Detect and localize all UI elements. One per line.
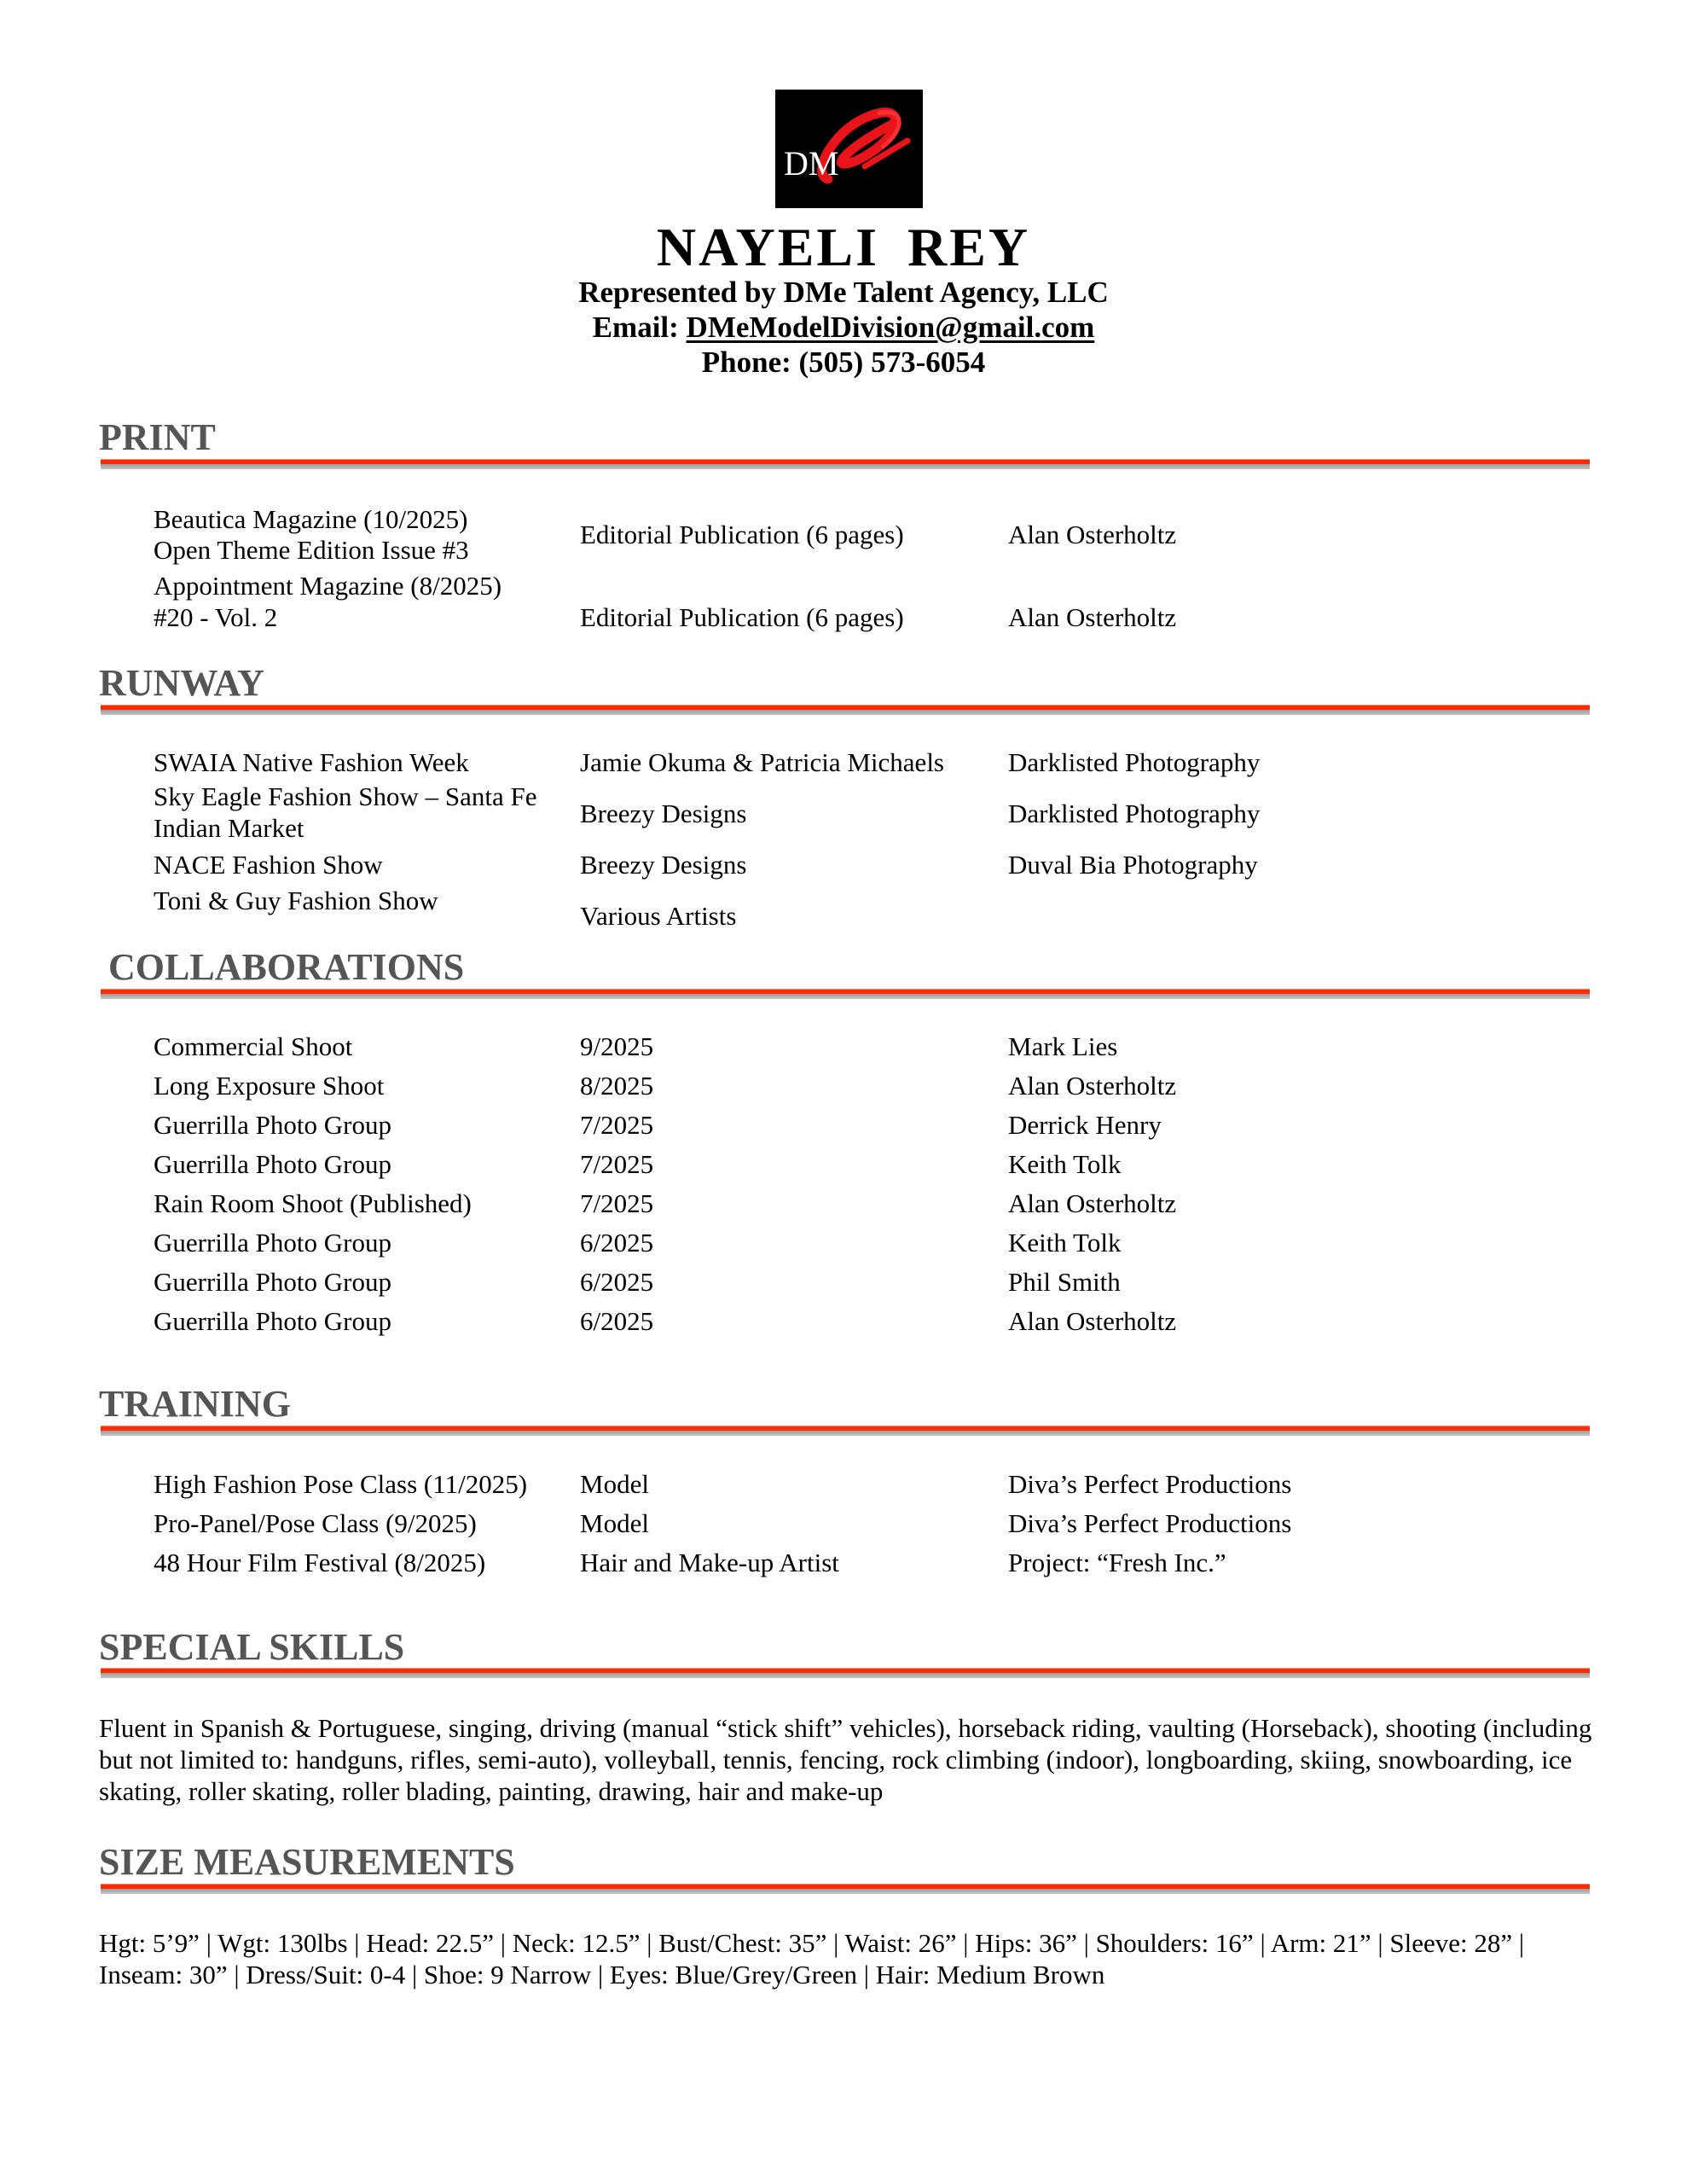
- size-measurements-text: Hgt: 5’9” | Wgt: 130lbs | Head: 22.5” | Neck: 12.5” | Bust/Chest: 35” | Waist: 26” | Hips: 36” | Shoulders: 16” | Arm: 21” | Sleeve: 28” | Inseam: 30” | Dress/Suit: 0-4 | Shoe: 9 Narrow | Eyes: Blue/Grey/Green | Hair: Medium Brown: [99, 1928, 1525, 1989]
- email-label: Email:: [592, 311, 687, 344]
- print-type: Editorial Publication (6 pages): [580, 602, 904, 632]
- runway-designer: Breezy Designs: [580, 850, 747, 880]
- training-role: Hair and Make-up Artist: [580, 1548, 839, 1577]
- runway-designer: Breezy Designs: [580, 799, 747, 828]
- collab-project: Guerrilla Photo Group: [154, 1228, 391, 1258]
- collab-project: Rain Room Shoot (Published): [154, 1188, 472, 1218]
- collab-photographer: Alan Osterholtz: [1008, 1071, 1177, 1101]
- collab-project: Guerrilla Photo Group: [154, 1110, 391, 1140]
- agency-representation: Represented by DMe Talent Agency, LLC: [578, 276, 1109, 309]
- collab-photographer: Mark Lies: [1008, 1031, 1118, 1061]
- print-title: Appointment Magazine (8/2025): [154, 571, 502, 601]
- collab-photographer: Derrick Henry: [1008, 1110, 1162, 1140]
- collab-date: 9/2025: [580, 1031, 654, 1061]
- section-title-collaborations: COLLABORATIONS: [108, 946, 465, 988]
- email-link[interactable]: DMeModelDivision@gmail.com: [686, 311, 1095, 344]
- section-title-runway: RUNWAY: [99, 662, 264, 704]
- collab-photographer: Phil Smith: [1008, 1267, 1121, 1297]
- section-title-training: TRAINING: [99, 1383, 291, 1425]
- special-skills-text: Fluent in Spanish & Portuguese, singing, driving (manual “stick shift” vehicles), horseback riding, vaulting (Horseback), shooting (including but not limited to: handguns, rifles, semi-auto), volleyball, tennis, fencing, rock climbing (indoor), longboarding, skiing, snowboarding, ice skating, roller skating, roller blading, painting, drawing, hair and make-up: [99, 1713, 1592, 1806]
- runway-show: NACE Fashion Show: [154, 850, 383, 880]
- svg-text:DM: DM: [784, 144, 839, 183]
- dme-logo-icon: [775, 90, 923, 208]
- collab-date: 6/2025: [580, 1267, 654, 1297]
- collab-photographer: Alan Osterholtz: [1008, 1188, 1177, 1218]
- runway-photographer: Darklisted Photography: [1008, 799, 1261, 828]
- print-subtitle: Open Theme Edition Issue #3: [154, 535, 469, 565]
- collab-project: Commercial Shoot: [154, 1031, 353, 1061]
- runway-show: SWAIA Native Fashion Week: [154, 747, 469, 777]
- runway-photographer: Darklisted Photography: [1008, 747, 1261, 777]
- print-type: Editorial Publication (6 pages): [580, 520, 904, 549]
- contact-phone: Phone: (505) 573-6054: [701, 346, 986, 379]
- training-provider: Diva’s Perfect Productions: [1008, 1508, 1292, 1538]
- section-divider: [101, 989, 1590, 999]
- section-title-special-skills: SPECIAL SKILLS: [99, 1626, 405, 1668]
- section-title-size-measurements: SIZE MEASUREMENTS: [99, 1841, 515, 1883]
- runway-show: Sky Eagle Fashion Show – Santa Fe: [154, 781, 537, 811]
- print-photographer: Alan Osterholtz: [1008, 520, 1177, 549]
- section-title-print: PRINT: [99, 416, 216, 458]
- section-divider: [101, 1426, 1590, 1436]
- training-role: Model: [580, 1508, 649, 1538]
- collab-date: 6/2025: [580, 1228, 654, 1258]
- print-subtitle: #20 - Vol. 2: [154, 602, 278, 632]
- runway-designer: Various Artists: [580, 901, 737, 931]
- section-divider: [101, 1884, 1590, 1894]
- training-course: 48 Hour Film Festival (8/2025): [154, 1548, 486, 1577]
- collab-project: Guerrilla Photo Group: [154, 1306, 391, 1336]
- section-divider: [101, 459, 1590, 469]
- training-provider: Project: “Fresh Inc.”: [1008, 1548, 1226, 1577]
- print-title: Beautica Magazine (10/2025): [154, 504, 468, 534]
- collab-date: 6/2025: [580, 1306, 654, 1336]
- collab-date: 8/2025: [580, 1071, 654, 1101]
- runway-show: Toni & Guy Fashion Show: [154, 886, 438, 915]
- candidate-name: NAYELI REY: [656, 217, 1031, 277]
- training-role: Model: [580, 1469, 649, 1499]
- collab-project: Long Exposure Shoot: [154, 1071, 385, 1101]
- collab-date: 7/2025: [580, 1188, 654, 1218]
- agency-logo: [775, 90, 923, 208]
- print-photographer: Alan Osterholtz: [1008, 602, 1177, 632]
- collab-photographer: Keith Tolk: [1008, 1149, 1122, 1179]
- contact-email: [0, 310, 1687, 346]
- training-provider: Diva’s Perfect Productions: [1008, 1469, 1292, 1499]
- training-course: Pro-Panel/Pose Class (9/2025): [154, 1508, 477, 1538]
- collab-date: 7/2025: [580, 1149, 654, 1179]
- collab-project: Guerrilla Photo Group: [154, 1149, 391, 1179]
- section-divider: [101, 1668, 1590, 1678]
- collab-project: Guerrilla Photo Group: [154, 1267, 391, 1297]
- runway-photographer: Duval Bia Photography: [1008, 850, 1258, 880]
- training-course: High Fashion Pose Class (11/2025): [154, 1469, 528, 1499]
- collab-date: 7/2025: [580, 1110, 654, 1140]
- collab-photographer: Keith Tolk: [1008, 1228, 1122, 1258]
- section-divider: [101, 705, 1590, 715]
- runway-show-line2: Indian Market: [154, 813, 304, 843]
- collab-photographer: Alan Osterholtz: [1008, 1306, 1177, 1336]
- runway-designer: Jamie Okuma & Patricia Michaels: [580, 747, 944, 777]
